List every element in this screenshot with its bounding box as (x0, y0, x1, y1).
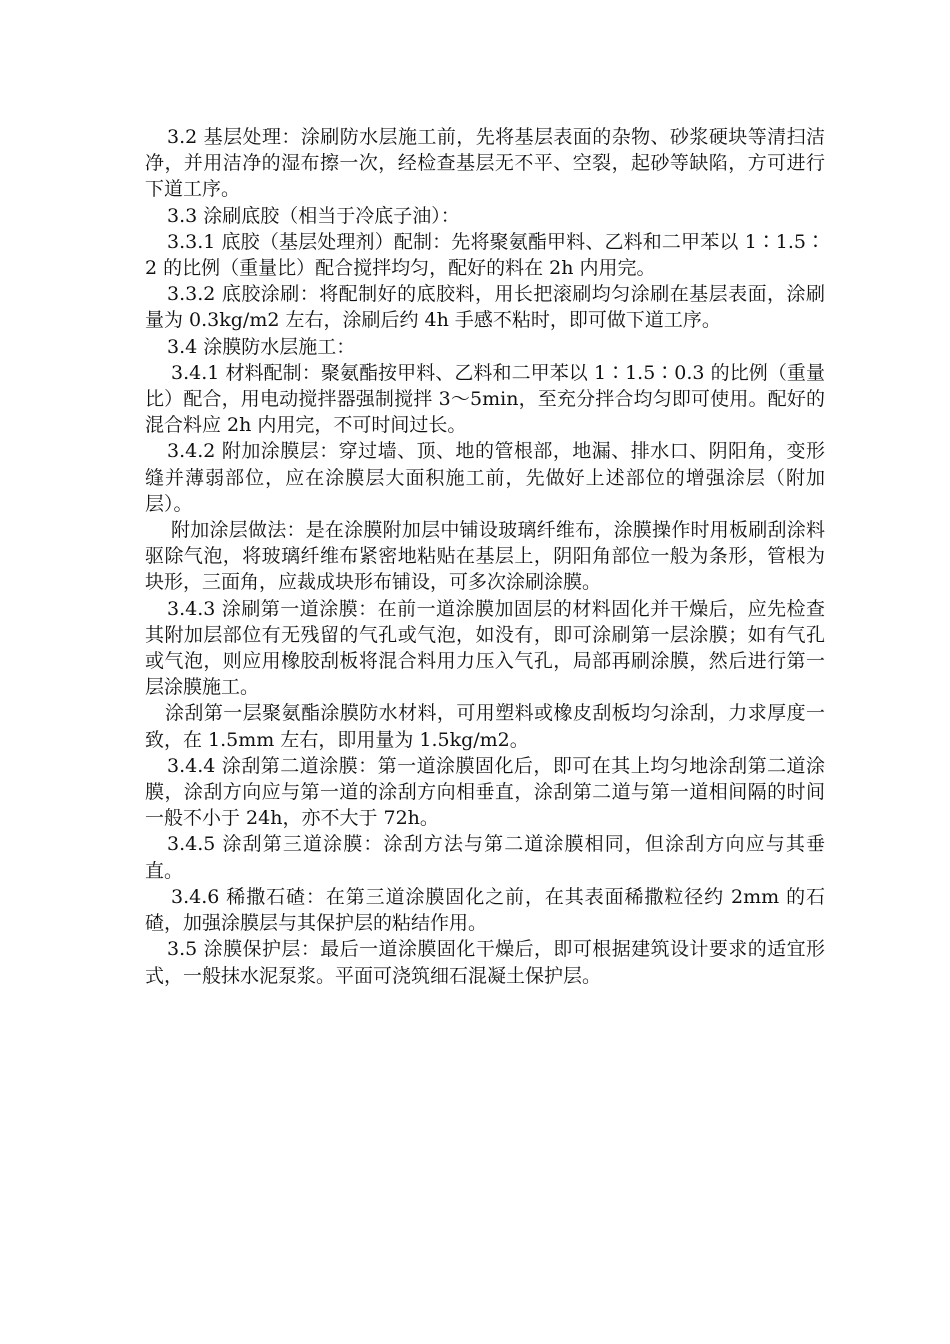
heading-3-3: 3.3 涂刷底胶（相当于冷底子油）： (167, 204, 460, 227)
paragraph-3-2: 3.2 基层处理：涂刷防水层施工前，先将基层表面的杂物、砂浆硬块等清扫洁净，并用洁净的湿布擦一次，经检查基层无不平、空裂，起砂等缺陷，方可进行下道工序。 (145, 126, 825, 201)
paragraph-3-4-3: 3.4.3 涂刷第一道涂膜：在前一道涂膜加固层的材料固化并干燥后，应先检查其附加层部位有无残留的气孔或气泡，如没有，即可涂刷第一层涂膜；如有气孔或气泡，则应用橡胶刮板将混合料用力压入气孔，局部再刷涂膜，然后进行第一层涂膜施工。 (145, 597, 825, 699)
heading-3-4: 3.4 涂膜防水层施工： (167, 335, 356, 358)
paragraph-3-4-1: 3.4.1 材料配制：聚氨酯按甲料、乙料和二甲苯以 1∶1.5∶0.3 的比例（重量比）配合，用电动搅拌器强制搅拌 3～5min，至充分拌合均匀即可使用。配好的混合料应 2h 内用完，不可时间过长。 (145, 361, 825, 437)
paragraph-3-4-2: 3.4.2 附加涂膜层：穿过墙、顶、地的管根部，地漏、排水口、阴阳角，变形缝并薄弱部位，应在涂膜层大面积施工前，先做好上述部位的增强涂层（附加层）。 (145, 440, 825, 515)
paragraph-first-coat: 涂刮第一层聚氨酯涂膜防水材料，可用塑料或橡皮刮板均匀涂刮，力求厚度一致，在 1.5mm 左右，即用量为 1.5kg/m2。 (145, 702, 825, 751)
paragraph-3-5: 3.5 涂膜保护层：最后一道涂膜固化干燥后，即可根据建筑设计要求的适宜形式，一般抹水泥泵浆。平面可浇筑细石混凝土保护层。 (145, 938, 825, 987)
paragraph-3-3-1: 3.3.1 底胶（基层处理剂）配制：先将聚氨酯甲料、乙料和二甲苯以 1∶1.5∶2 的比例（重量比）配合搅拌均匀，配好的料在 2h 内用完。 (145, 230, 825, 280)
paragraph-additional-coating: 附加涂层做法：是在涂膜附加层中铺设玻璃纤维布，涂膜操作时用板刷刮涂料驱除气泡，将玻璃纤维布紧密地粘贴在基层上，阴阳角部位一般为条形，管根为块形，三面角，应裁成块形布铺设，可多次涂刷涂膜。 (145, 519, 825, 594)
paragraph-3-3-2: 3.3.2 底胶涂刷：将配制好的底胶料，用长把滚刷均匀涂刷在基层表面，涂刷量为 0.3kg/m2 左右，涂刷后约 4h 手感不粘时，即可做下道工序。 (145, 283, 825, 332)
paragraph-3-4-6: 3.4.6 稀撒石碴：在第三道涂膜固化之前，在其表面稀撒粒径约 2mm 的石碴，加强涂膜层与其保护层的粘结作用。 (145, 885, 825, 935)
paragraph-3-4-4: 3.4.4 涂刮第二道涂膜：第一道涂膜固化后，即可在其上均匀地涂刮第二道涂膜，涂刮方向应与第一道的涂刮方向相垂直，涂刮第二道与第一道相间隔的时间一般不小于 24h，亦不大于 72h。 (145, 754, 825, 830)
document-body (145, 124, 825, 989)
paragraph-3-4-5: 3.4.5 涂刮第三道涂膜：涂刮方法与第二道涂膜相同，但涂刮方向应与其垂直。 (145, 833, 825, 882)
